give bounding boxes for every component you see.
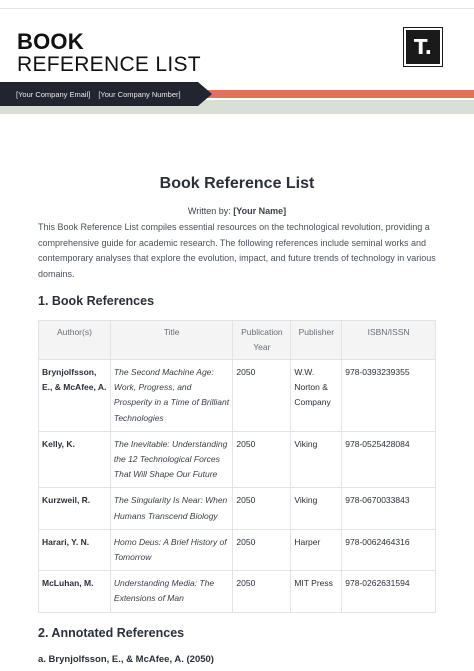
table-row bbox=[39, 571, 436, 612]
table-header-row bbox=[39, 321, 436, 360]
column-header-title: Title bbox=[110, 321, 233, 360]
cell-author: Kurzweil, R. bbox=[39, 488, 111, 529]
cell-title: The Second Machine Age: Work, Progress, and Prosperity in a Time of Brilliant Technologies bbox=[110, 360, 233, 432]
cell-title: Understanding Media: The Extensions of Man bbox=[110, 571, 233, 612]
section-heading-book-references: 1. Book References bbox=[38, 294, 155, 308]
header-band-orange bbox=[200, 90, 474, 98]
cell-year: 2050 bbox=[233, 529, 291, 570]
cell-author: McLuhan, M. bbox=[39, 571, 111, 612]
company-number: [Your Company Number] bbox=[98, 89, 181, 99]
cell-year: 2050 bbox=[233, 488, 291, 529]
header-title: BOOK bbox=[17, 29, 84, 54]
cell-publisher: MIT Press bbox=[291, 571, 342, 612]
cell-year: 2050 bbox=[233, 571, 291, 612]
table-row bbox=[39, 431, 436, 488]
company-logo: T. bbox=[404, 28, 442, 66]
cell-title: The Singularity Is Near: When Humans Transcend Biology bbox=[110, 488, 233, 529]
cell-year: 2050 bbox=[233, 431, 291, 488]
table-row bbox=[39, 488, 436, 529]
cell-isbn: 978-0670033843 bbox=[342, 488, 436, 529]
column-header-isbn: ISBN/ISSN bbox=[342, 321, 436, 360]
written-by-label: Written by: bbox=[187, 206, 231, 216]
cell-publisher: W.W. Norton & Company bbox=[291, 360, 342, 432]
section-heading-annotated-references: 2. Annotated References bbox=[38, 626, 185, 640]
contact-band-arrow bbox=[198, 82, 212, 106]
cell-year: 2050 bbox=[233, 360, 291, 432]
cell-title: Homo Deus: A Brief History of Tomorrow bbox=[110, 529, 233, 570]
intro-paragraph: This Book Reference List compiles essential resources on the technological revolution, providing a comprehensive guide for academic research. The following references include seminal works and contemporary analyses that explore the evolution, impact, and future trends of technology in various domains. bbox=[38, 222, 436, 279]
column-header-authors: Author(s) bbox=[39, 321, 111, 360]
cell-author: Kelly, K. bbox=[39, 431, 111, 488]
cell-publisher: Viking bbox=[291, 431, 342, 488]
cell-isbn: 978-0262631594 bbox=[342, 571, 436, 612]
cell-isbn: 978-0525428084 bbox=[342, 431, 436, 488]
cell-isbn: 978-0062464316 bbox=[342, 529, 436, 570]
table-row bbox=[39, 360, 436, 432]
cell-publisher: Viking bbox=[291, 488, 342, 529]
references-table bbox=[38, 320, 436, 613]
cell-isbn: 978-0393239355 bbox=[342, 360, 436, 432]
contact-band bbox=[0, 82, 198, 106]
top-rule bbox=[0, 8, 474, 9]
cell-author: Harari, Y. N. bbox=[39, 529, 111, 570]
company-email: [Your Company Email] bbox=[16, 89, 91, 99]
header-subtitle: REFERENCE LIST bbox=[17, 53, 201, 76]
written-by bbox=[0, 206, 474, 216]
cell-publisher: Harper bbox=[291, 529, 342, 570]
table-row bbox=[39, 529, 436, 570]
cell-title: The Inevitable: Understanding the 12 Technological Forces That Will Shape Our Future bbox=[110, 431, 233, 488]
column-header-year: Publication Year bbox=[233, 321, 291, 360]
annotated-subheading-a: a. Brynjolfsson, E., & McAfee, A. (2050) bbox=[38, 654, 214, 665]
document-title: Book Reference List bbox=[159, 175, 315, 192]
author-name: [Your Name] bbox=[233, 206, 287, 216]
cell-author: Brynjolfsson, E., & McAfee, A. bbox=[39, 360, 111, 432]
column-header-publisher: Publisher bbox=[291, 321, 342, 360]
